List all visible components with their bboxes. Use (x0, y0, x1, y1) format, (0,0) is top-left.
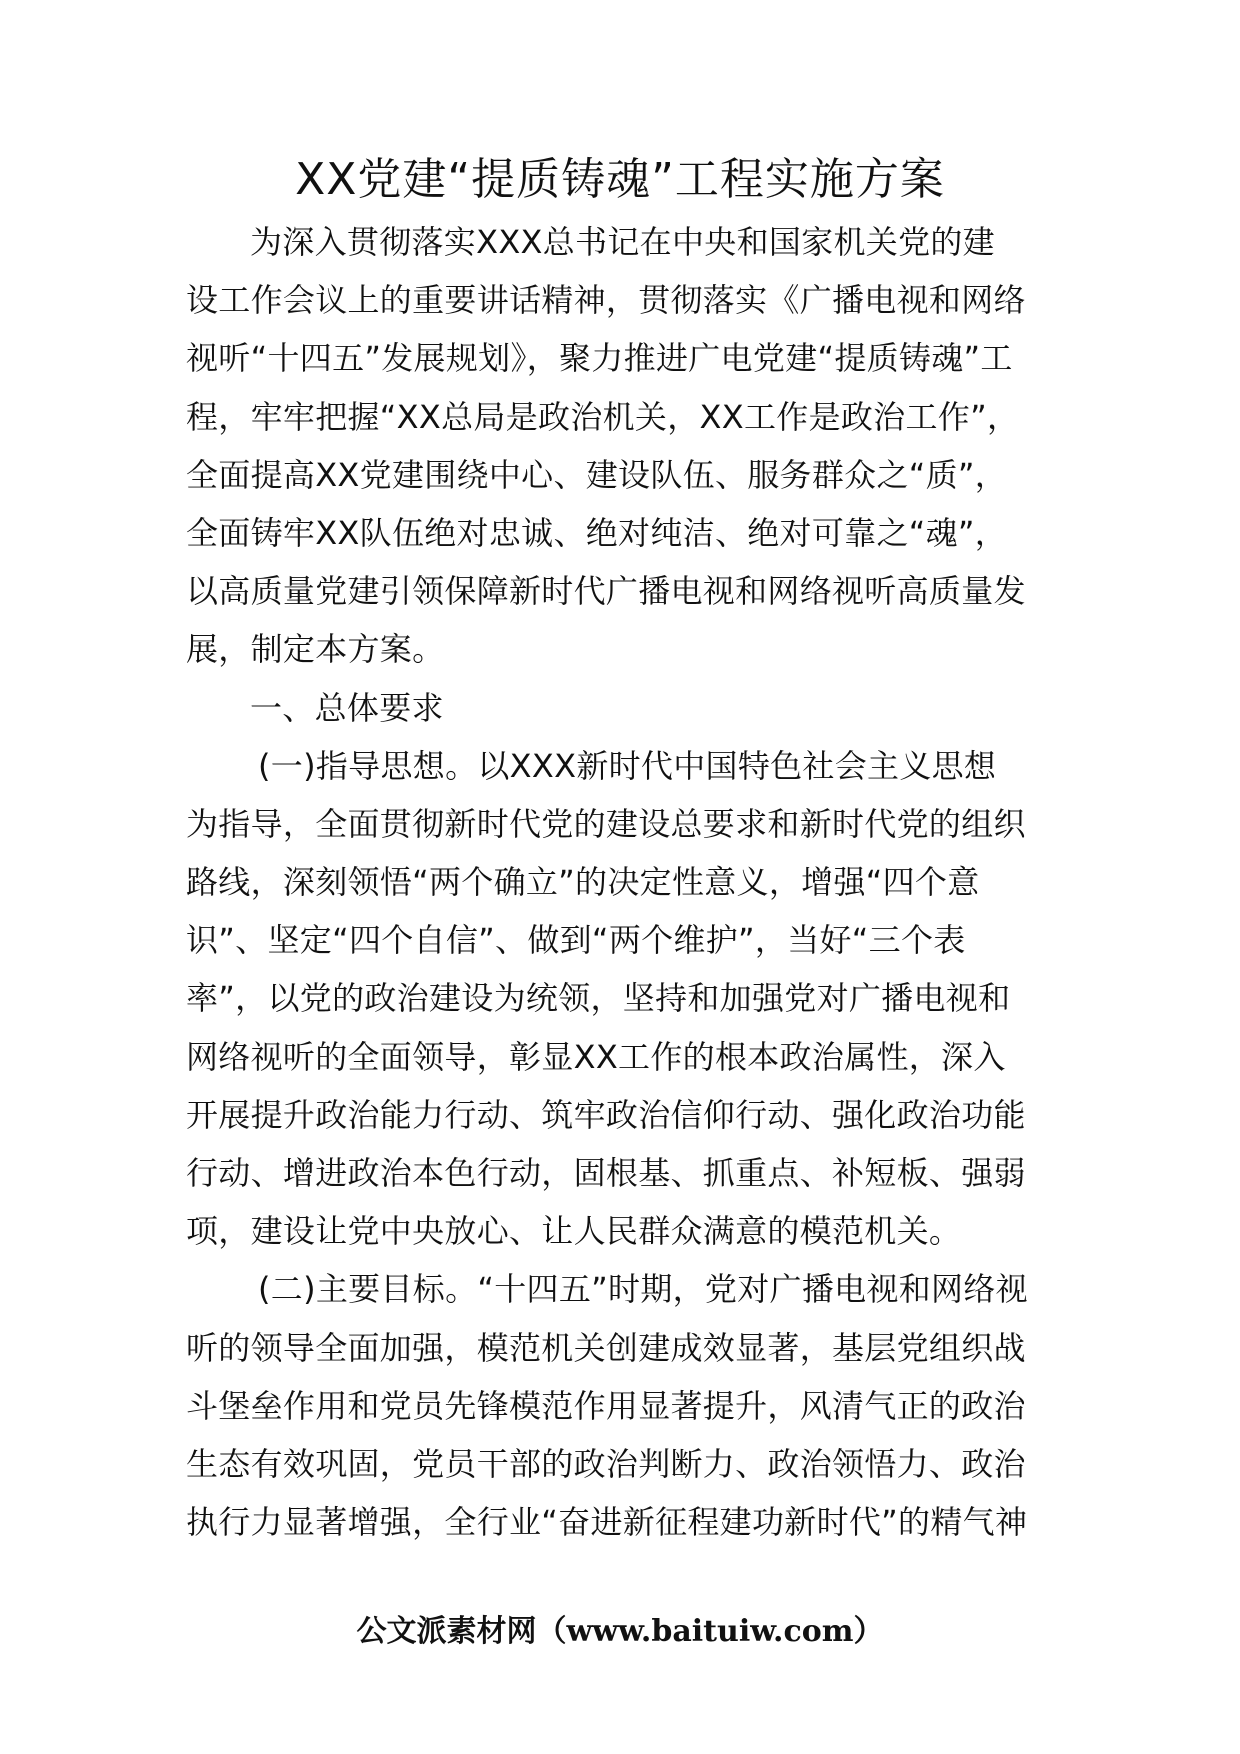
paragraph-line: (一)指导思想。以XXX新时代中国特色社会主义思想 (258, 746, 997, 785)
paragraph-line: 视听“十四五”发展规划》，聚力推进广电党建“提质铸魂”工 (186, 339, 1013, 378)
section-heading: 一、总体要求 (250, 688, 444, 727)
paragraph-line: 执行力显著增强，全行业“奋进新征程建功新时代”的精气神 (186, 1503, 1028, 1542)
source-footer: 公文派素材网（www.baituiw.com） (356, 1614, 884, 1649)
paragraph-line: 设工作会议上的重要讲话精神，贯彻落实《广播电视和网络 (186, 281, 1026, 320)
paragraph-line: 为深入贯彻落实XXX总书记在中央和国家机关党的建 (250, 223, 995, 261)
paragraph-line: 识”、坚定“四个自信”、做到“两个维护”，当好“三个表 (186, 921, 966, 960)
paragraph-line: 率”，以党的政治建设为统领，坚持和加强党对广播电视和 (186, 979, 1011, 1018)
document-body (186, 213, 1056, 1551)
paragraph-line: 网络视听的全面领导，彰显XX工作的根本政治属性，深入 (186, 1037, 1006, 1076)
paragraph-line: 开展提升政治能力行动、筑牢政治信仰行动、强化政治功能 (186, 1095, 1026, 1134)
paragraph-line: 路线，深刻领悟“两个确立”的决定性意义，增强“四个意 (186, 863, 980, 902)
paragraph-line: 项，建设让党中央放心、让人民群众满意的模范机关。 (186, 1212, 962, 1251)
paragraph-line: 行动、增进政治本色行动，固根基、抓重点、补短板、强弱 (186, 1154, 1026, 1192)
paragraph-line: 为指导，全面贯彻新时代党的建设总要求和新时代党的组织 (186, 804, 1026, 843)
paragraph-line: 全面铸牢XX队伍绝对忠诚、绝对纯洁、绝对可靠之“魂”， (186, 513, 1008, 552)
paragraph-line: 展，制定本方案。 (186, 630, 445, 669)
paragraph-line: 全面提高XX党建围绕中心、建设队伍、服务群众之“质”， (186, 455, 1008, 494)
paragraph-line: 听的领导全面加强，模范机关创建成效显著，基层党组织战 (186, 1328, 1026, 1367)
document-title: XX党建“提质铸魂”工程实施方案 (295, 154, 945, 205)
paragraph-line: 斗堡垒作用和党员先锋模范作用显著提升，风清气正的政治 (186, 1386, 1026, 1425)
paragraph-line: 生态有效巩固，党员干部的政治判断力、政治领悟力、政治 (186, 1444, 1026, 1483)
paragraph-line: 以高质量党建引领保障新时代广播电视和网络视听高质量发 (186, 572, 1026, 611)
paragraph-line: 程，牢牢把握“XX总局是政治机关，XX工作是政治工作”， (186, 397, 1020, 436)
paragraph-line: (二)主要目标。“十四五”时期，党对广播电视和网络视 (258, 1270, 1028, 1309)
